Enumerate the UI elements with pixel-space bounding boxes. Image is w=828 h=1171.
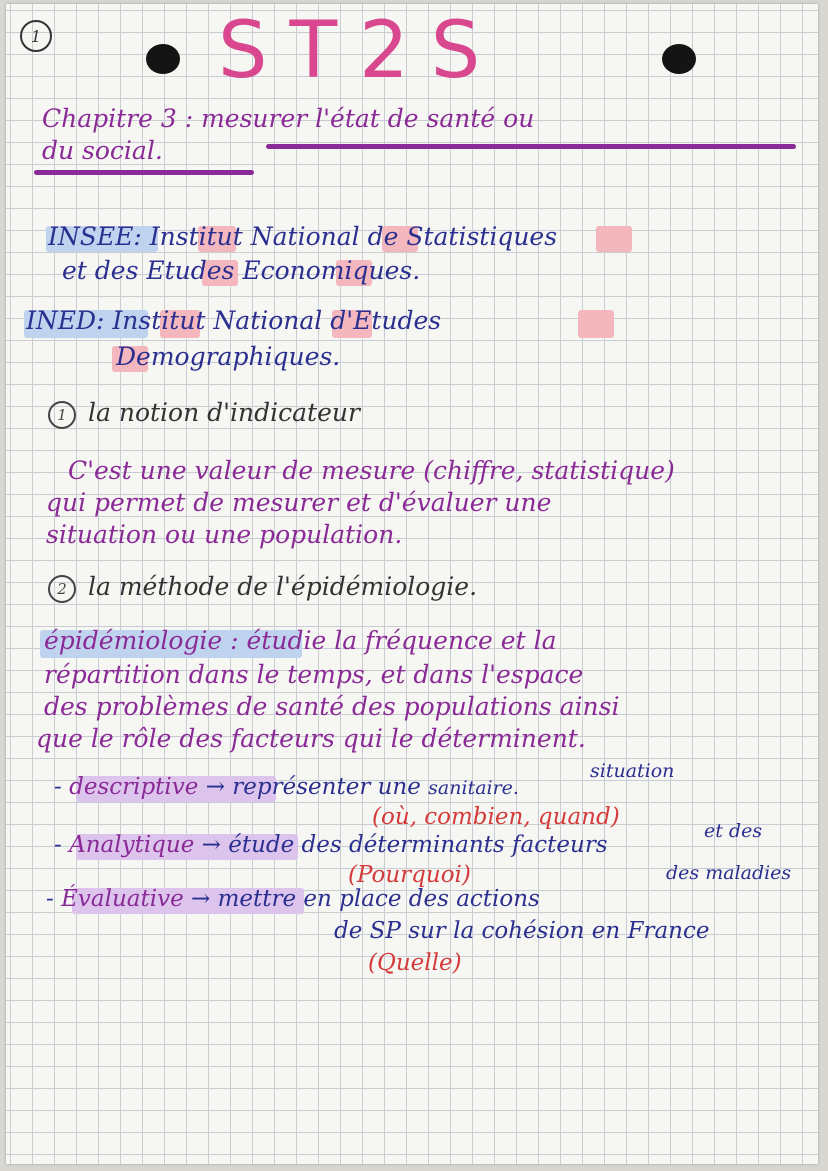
ined-line1: Institut National d'Etudes (112, 306, 442, 335)
chapter-underline-2 (34, 170, 254, 175)
analytique-side2: des maladies (666, 862, 792, 884)
arrow-icon: → (191, 886, 211, 912)
page-number: 1 (20, 20, 52, 52)
section-1-text-line2: qui permet de mesurer et d'évaluer une (46, 488, 552, 517)
def-line3: des problèmes de santé des populations ainsi (44, 692, 620, 721)
arrow-icon: → (205, 774, 225, 800)
type-evaluative: - Évaluative → mettre en place des actions (46, 886, 540, 912)
notebook-page (6, 4, 818, 1164)
section-2-title: la méthode de l'épidémiologie. (88, 572, 478, 601)
ined-abbr: INED: (26, 306, 105, 335)
def-line2: répartition dans le temps, et dans l'espace (44, 660, 584, 689)
chapter-heading-line2: du social. (42, 136, 163, 165)
descriptive-line1: représenter une (232, 774, 421, 800)
section-1-text-line1: C'est une valeur de mesure (chiffre, statistique) (68, 456, 675, 485)
def-term: épidémiologie : (44, 626, 239, 655)
section-1-number: 1 (48, 401, 76, 429)
evaluative-line2: de SP sur la cohésion en France (334, 918, 710, 944)
type-analytique: - Analytique → étude des déterminants facteurs (54, 832, 608, 858)
section-2-heading (48, 572, 477, 603)
insee-abbr: INSEE: (48, 222, 142, 251)
analytique-line1: étude des déterminants facteurs (228, 832, 608, 858)
insee-line2: et des Etudes Economiques. (62, 256, 421, 285)
highlight-e3 (578, 310, 614, 338)
section-1-title: la notion d'indicateur (88, 398, 360, 427)
descriptive-sup2: sanitaire. (428, 777, 519, 799)
analytique-side1: et des (704, 820, 763, 842)
analytique-question: (Pourquoi) (348, 862, 471, 888)
type-evaluative-label: Évaluative (61, 886, 184, 912)
def-line4: que le rôle des facteurs qui le déterminent. (36, 724, 586, 753)
chapter-heading: Chapitre 3 : mesurer l'état de santé ou (42, 104, 535, 133)
descriptive-sup: situation (590, 760, 675, 782)
ined-line2: Demographiques. (116, 342, 341, 371)
evaluative-line1: mettre en place des actions (217, 886, 540, 912)
descriptive-question: (où, combien, quand) (372, 804, 620, 830)
def-line1: étudie la fréquence et la (246, 626, 557, 655)
page-title: ST2S (218, 6, 503, 96)
chapter-underline (266, 144, 796, 149)
arrow-icon: → (201, 832, 221, 858)
section-1-text-line3: situation ou une population. (46, 520, 403, 549)
section-2-number: 2 (48, 575, 76, 603)
type-descriptive-label: descriptive (69, 774, 199, 800)
evaluative-question: (Quelle) (368, 950, 462, 976)
section-1-heading (48, 398, 360, 429)
binder-hole-right (662, 44, 696, 74)
type-analytique-label: Analytique (69, 832, 195, 858)
highlight-s (596, 226, 632, 252)
binder-hole-left (146, 44, 180, 74)
type-descriptive: - descriptive → représenter une sanitaire. (54, 774, 519, 800)
insee-line1: Institut National de Statistiques (149, 222, 558, 251)
